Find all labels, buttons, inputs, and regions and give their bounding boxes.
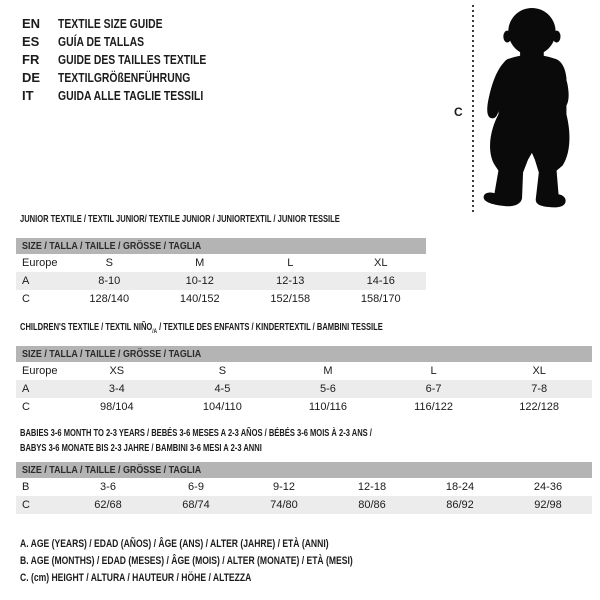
- language-title: GUÍA DE TALLAS: [58, 33, 145, 49]
- row-label: C: [22, 293, 30, 305]
- row-label: C: [22, 499, 30, 511]
- size-cell: 12-13: [276, 275, 305, 287]
- size-cell: L: [287, 257, 294, 269]
- babies-size-table: [16, 462, 592, 514]
- size-cell: 98/104: [99, 401, 134, 413]
- legend-line-c: C. (cm) HEIGHT / ALTURA / HAUTEUR / HÖHE / ALTEZZA: [20, 572, 252, 584]
- language-code: DE: [22, 69, 41, 85]
- table-row-europe: [16, 254, 426, 272]
- language-row-es: [22, 32, 243, 50]
- table-row-height: [16, 290, 426, 308]
- size-cell: 74/80: [270, 499, 298, 511]
- language-row-en: [22, 14, 243, 32]
- size-cell: 128/140: [89, 293, 130, 305]
- size-cell: XS: [109, 365, 125, 377]
- size-cell: 158/170: [360, 293, 401, 305]
- section-title-babies: BABIES 3-6 MONTH TO 2-3 YEARS / BEBÉS 3-6 MESES A 2-3 AÑOS / BÉBÉS 3-6 MOIS À 2-3 ANS / BABYS 3-6 MONATE BIS 2-3 JAHRE / BAMBINI 3-6 MESI A 2-3 ANNI: [20, 427, 372, 454]
- table-row-age-months: [16, 478, 592, 496]
- language-title: TEXTILE SIZE GUIDE: [58, 15, 163, 31]
- size-cell: 92/98: [534, 499, 562, 511]
- size-cell: 3-6: [100, 481, 116, 493]
- language-list: [22, 14, 243, 104]
- size-cell: 152/158: [270, 293, 311, 305]
- size-cell: 104/110: [202, 401, 242, 413]
- size-cell: 110/116: [308, 401, 348, 413]
- size-cell: 9-12: [272, 481, 296, 493]
- size-cell: 86/92: [446, 499, 474, 511]
- size-cell: 3-4: [108, 383, 125, 395]
- legend-line-a: A. AGE (YEARS) / EDAD (AÑOS) / ÂGE (ANS) / ALTER (JAHRE) / ETÀ (ANNI): [20, 538, 329, 550]
- row-label: A: [22, 275, 30, 287]
- size-cell: 7-8: [531, 383, 548, 395]
- size-cell: 24-36: [533, 481, 563, 493]
- size-header-bar: SIZE / TALLA / TAILLE / GRÖSSE / TAGLIA: [16, 346, 592, 362]
- size-header-bar: SIZE / TALLA / TAILLE / GRÖSSE / TAGLIA: [16, 238, 426, 254]
- row-label: A: [22, 383, 30, 395]
- row-label: B: [22, 481, 30, 493]
- legend: [20, 536, 447, 587]
- table-row-height: [16, 496, 592, 514]
- section-title-children: CHILDREN'S TEXTILE / TEXTIL $NIÑO_{/A}$ / TEXTILE DES ENFANTS / KINDERTEXTIL / BAMBINI TESSILE: [20, 321, 383, 336]
- toddler-silhouette-icon: [477, 4, 577, 211]
- size-cell: 6-9: [188, 481, 204, 493]
- language-title: TEXTILGRÖßENFÜHRUNG: [58, 69, 191, 85]
- section-title-junior: JUNIOR TEXTILE / TEXTIL JUNIOR/ TEXTILE JUNIOR / JUNIORTEXTIL / JUNIOR TESSILE: [20, 213, 340, 225]
- size-cell: 6-7: [425, 383, 442, 395]
- table-row-age-years: [16, 272, 426, 290]
- size-cell: 5-6: [320, 383, 336, 395]
- size-cell: 122/128: [519, 401, 560, 413]
- language-title: GUIDA ALLE TAGLIE TESSILI: [58, 87, 204, 103]
- size-cell: 140/152: [179, 293, 220, 305]
- size-cell: 8-10: [98, 275, 121, 287]
- size-cell: XL: [374, 257, 388, 269]
- table-row-europe: [16, 362, 592, 380]
- children-size-table: [16, 346, 592, 416]
- size-cell: S: [218, 365, 227, 377]
- size-cell: 4-5: [214, 383, 231, 395]
- size-cell: 68/74: [182, 499, 210, 511]
- subscript: /A: [152, 328, 157, 336]
- language-code: FR: [22, 51, 40, 67]
- size-cell: 12-18: [357, 481, 387, 493]
- language-title: GUIDE DES TAILLES TEXTILE: [58, 51, 207, 67]
- row-label: C: [22, 401, 30, 413]
- language-code: EN: [22, 15, 41, 31]
- language-code: IT: [22, 87, 34, 103]
- table-row-height: [16, 398, 592, 416]
- legend-line-b: B. AGE (MONTHS) / EDAD (MESES) / ÂGE (MOIS) / ALTER (MONATE) / ETÀ (MESI): [20, 555, 353, 567]
- height-measure-label: C: [454, 105, 463, 119]
- language-code: ES: [22, 33, 40, 49]
- language-row-it: [22, 86, 243, 104]
- size-cell: L: [430, 365, 437, 377]
- size-cell: M: [195, 257, 205, 269]
- table-row-age-years: [16, 380, 592, 398]
- size-cell: 10-12: [185, 275, 214, 287]
- junior-size-table: [16, 238, 426, 308]
- row-label: Europe: [22, 257, 58, 269]
- size-cell: S: [105, 257, 113, 269]
- size-cell: XL: [532, 365, 546, 377]
- size-cell: 14-16: [366, 275, 395, 287]
- language-row-fr: [22, 50, 243, 68]
- size-cell: 116/122: [414, 401, 454, 413]
- size-cell: M: [323, 365, 333, 377]
- size-cell: 62/68: [94, 499, 122, 511]
- size-header-bar: SIZE / TALLA / TAILLE / GRÖSSE / TAGLIA: [16, 462, 592, 478]
- size-cell: 80/86: [358, 499, 386, 511]
- size-cell: 18-24: [445, 481, 475, 493]
- height-dotted-line: [472, 5, 474, 212]
- language-row-de: [22, 68, 243, 86]
- row-label: Europe: [22, 365, 58, 377]
